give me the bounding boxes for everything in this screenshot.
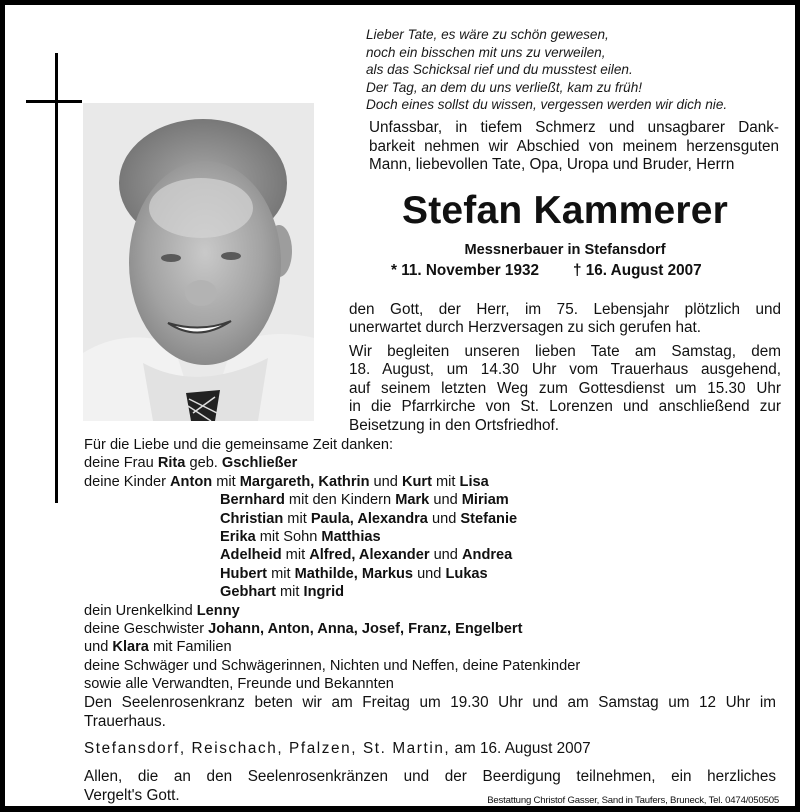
text-line: Beisetzung in den Ortsfriedhof. xyxy=(349,416,560,434)
text-line: Den Seelenrosenkranz beten wir am Freitag um 19.30 Uhr und am Samstag um 12 Uhr im xyxy=(84,694,776,711)
poem-line: Doch eines sollst du wissen, vergessen werden wir dich nie. xyxy=(366,97,728,113)
undertaker-credit: Bestattung Christof Gasser, Sand in Taufers, Bruneck, Tel. 0474/050505 xyxy=(487,795,779,806)
mourner-child: Adelheid mit Alfred, Alexander und Andrea xyxy=(220,547,513,564)
portrait-illustration xyxy=(83,103,314,421)
cross-icon xyxy=(55,53,58,503)
birth-date: * 11. November 1932 xyxy=(391,262,539,279)
death-notice-text xyxy=(349,301,781,338)
life-dates xyxy=(391,261,791,280)
cross-icon-bar xyxy=(26,100,82,103)
text-line: Allen, die an den Seelenrosenkränzen und der Beerdigung teilnehmen, ein herzliches xyxy=(84,768,776,785)
text-line: 18. August, um 14.30 Uhr vom Trauerhaus ausgehend, xyxy=(349,361,781,379)
mourner-in-laws: deine Schwäger und Schwägerinnen, Nichten und Neffen, deine Patenkinder xyxy=(84,657,581,674)
mourner-child: Gebhart mit Ingrid xyxy=(220,584,345,601)
mourner-child: deine Kinder Anton mit Margareth, Kathrin und Kurt mit Lisa xyxy=(84,473,489,490)
funeral-details xyxy=(349,343,781,435)
mourner-child: Christian mit Paula, Alexandra und Stefanie xyxy=(220,510,518,527)
portrait-photo xyxy=(83,103,314,421)
deceased-name: Stefan Kammerer xyxy=(402,189,728,232)
death-date: † 16. August 2007 xyxy=(572,262,702,279)
memorial-poem xyxy=(366,26,786,114)
deceased-occupation: Messnerbauer in Stefansdorf xyxy=(464,242,666,258)
mourner-child: Erika mit Sohn Matthias xyxy=(220,529,381,546)
poem-line: als das Schicksal rief und du musstest eilen. xyxy=(366,62,633,78)
notice-date: am 16. August 2007 xyxy=(450,740,591,757)
wife-name: Rita xyxy=(157,455,186,472)
mourner-siblings-cont: und Klara mit Familien xyxy=(84,639,232,656)
text-line: Trauerhaus. xyxy=(84,712,166,730)
mourner-great-grandchild: dein Urenkelkind Lenny xyxy=(84,602,240,619)
mourner-wife: deine Frau Rita geb. Gschließer xyxy=(84,455,298,472)
place-and-date xyxy=(84,740,591,758)
text-line: in die Pfarrkirche von St. Lorenzen und anschließend zur xyxy=(349,398,781,416)
text-line: auf seinem letzten Weg zum Gottesdienst um 15.30 Uhr xyxy=(349,379,781,397)
mourners-list xyxy=(84,436,744,694)
mourner-others: sowie alle Verwandten, Freunde und Bekannten xyxy=(84,676,394,693)
poem-line: Der Tag, an dem du uns verließt, kam zu früh! xyxy=(366,79,643,95)
mourner-child: Bernhard mit den Kindern Mark und Miriam xyxy=(220,492,509,509)
intro-line: barkeit nehmen wir Abschied von meinem herzensguten xyxy=(369,137,779,155)
poem-line: Lieber Tate, es wäre zu schön gewesen, xyxy=(366,27,609,42)
places: Stefansdorf, Reischach, Pfalzen, St. Martin, xyxy=(84,740,451,757)
text-line: den Gott, der Herr, im 75. Lebensjahr plötzlich und xyxy=(349,301,781,318)
text-line: Vergelt's Gott. xyxy=(84,786,180,804)
rosary-notice xyxy=(84,694,776,731)
wife-maiden-name: Gschließer xyxy=(221,455,298,472)
intro-line: Mann, liebevollen Tate, Opa, Uropa und Bruder, Herrn xyxy=(369,156,735,174)
intro-text xyxy=(369,119,779,175)
mourner-siblings: deine Geschwister Johann, Anton, Anna, Josef, Franz, Engelbert xyxy=(84,621,523,638)
mourners-heading: Für die Liebe und die gemeinsame Zeit danken: xyxy=(84,437,394,453)
intro-line: Unfassbar, in tiefem Schmerz und unsagbarer Dank- xyxy=(369,119,779,136)
text-line: unerwartet durch Herzversagen zu sich gerufen hat. xyxy=(349,319,702,337)
text-line: Wir begleiten unseren lieben Tate am Samstag, dem xyxy=(349,343,781,360)
mourner-child: Hubert mit Mathilde, Markus und Lukas xyxy=(220,565,488,582)
poem-line: noch ein bisschen mit uns zu verweilen, xyxy=(366,44,606,60)
